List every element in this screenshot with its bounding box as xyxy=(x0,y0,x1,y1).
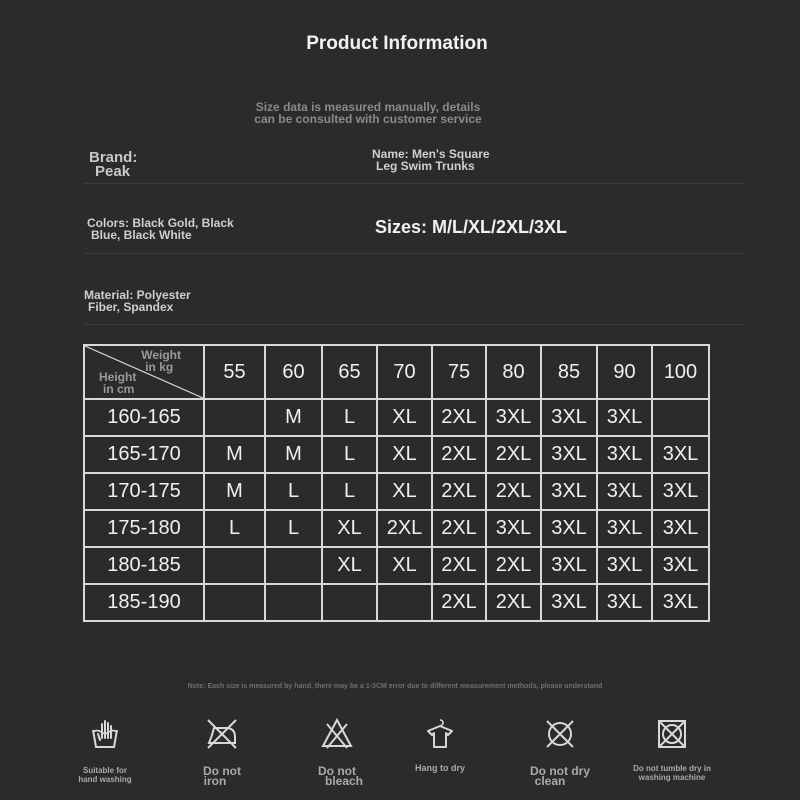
size-cell: 3XL xyxy=(597,510,652,547)
size-cell: L xyxy=(322,399,377,436)
care-item-hang-dry: Hang to dry xyxy=(380,716,500,773)
height-range-cell: 175-180 xyxy=(84,510,204,547)
weight-axis-label: Weight in kg xyxy=(141,348,181,374)
weight-header: 60 xyxy=(265,345,322,399)
size-cell xyxy=(265,584,322,621)
table-row xyxy=(84,399,709,436)
size-cell: 3XL xyxy=(541,584,597,621)
size-cell: L xyxy=(204,510,265,547)
weight-header: 70 xyxy=(377,345,432,399)
size-cell: M xyxy=(204,473,265,510)
size-cell: 3XL xyxy=(597,436,652,473)
size-cell xyxy=(204,547,265,584)
weight-header: 55 xyxy=(204,345,265,399)
size-cell: L xyxy=(322,436,377,473)
size-cell: 2XL xyxy=(486,547,541,584)
size-cell: M xyxy=(265,399,322,436)
size-cell: 2XL xyxy=(432,399,486,436)
table-row xyxy=(84,473,709,510)
size-cell: 3XL xyxy=(541,473,597,510)
product-name-info: Name: Men's Square Leg Swim Trunks xyxy=(372,147,490,173)
size-cell xyxy=(204,399,265,436)
size-cell: L xyxy=(322,473,377,510)
size-cell xyxy=(377,584,432,621)
size-cell: M xyxy=(265,436,322,473)
size-cell: M xyxy=(204,436,265,473)
height-range-cell: 185-190 xyxy=(84,584,204,621)
size-cell: 3XL xyxy=(541,399,597,436)
weight-header: 100 xyxy=(652,345,709,399)
size-cell: 3XL xyxy=(597,547,652,584)
colors-info: Colors: Black Gold, Black Blue, Black White xyxy=(87,216,234,242)
size-cell: 2XL xyxy=(432,584,486,621)
weight-header: 65 xyxy=(322,345,377,399)
size-cell: 2XL xyxy=(486,584,541,621)
table-header-row xyxy=(84,345,709,399)
care-item-do-not-iron: Do not iron xyxy=(162,716,282,786)
size-cell: 3XL xyxy=(597,584,652,621)
size-cell xyxy=(652,399,709,436)
height-range-cell: 170-175 xyxy=(84,473,204,510)
table-corner-cell xyxy=(84,345,204,399)
page-title: Product Information xyxy=(306,33,488,54)
size-cell: 3XL xyxy=(597,473,652,510)
size-cell: 3XL xyxy=(541,510,597,547)
size-cell: 2XL xyxy=(432,510,486,547)
do-not-tumble-dry-icon xyxy=(654,716,690,752)
size-cell: 3XL xyxy=(486,399,541,436)
size-cell: 3XL xyxy=(541,547,597,584)
subtitle: Size data is measured manually, details can be consulted with customer service xyxy=(254,100,482,126)
size-cell: 2XL xyxy=(432,436,486,473)
brand-info: Brand: Peak xyxy=(89,149,138,180)
height-axis-label: Height in cm xyxy=(99,370,137,396)
size-cell: 3XL xyxy=(652,510,709,547)
table-row xyxy=(84,436,709,473)
measurement-note: Note: Each size is measured by hand, there may be a 1-3CM error due to different measurement methods, please understand xyxy=(187,683,603,690)
weight-header: 80 xyxy=(486,345,541,399)
size-cell: 3XL xyxy=(652,547,709,584)
size-cell: 2XL xyxy=(432,473,486,510)
table-row xyxy=(84,510,709,547)
do-not-dry-clean-icon xyxy=(542,716,578,752)
size-cell: 3XL xyxy=(597,399,652,436)
size-cell: 3XL xyxy=(486,510,541,547)
weight-header: 75 xyxy=(432,345,486,399)
do-not-bleach-icon xyxy=(319,716,355,752)
size-chart-table xyxy=(83,344,710,622)
size-cell: XL xyxy=(322,547,377,584)
hand-wash-icon xyxy=(87,716,123,752)
size-cell xyxy=(265,547,322,584)
size-cell xyxy=(322,584,377,621)
weight-header: 85 xyxy=(541,345,597,399)
care-item-do-not-tumble-dry: Do not tumble dry in washing machine xyxy=(612,716,732,782)
size-cell: 2XL xyxy=(432,547,486,584)
care-item-hand-wash: Suitable for hand washing xyxy=(45,716,165,784)
table-row xyxy=(84,547,709,584)
do-not-iron-icon xyxy=(204,716,240,752)
size-cell xyxy=(204,584,265,621)
size-cell: XL xyxy=(322,510,377,547)
size-cell: 2XL xyxy=(377,510,432,547)
size-cell: 3XL xyxy=(652,436,709,473)
height-range-cell: 165-170 xyxy=(84,436,204,473)
sizes-info: Sizes: M/L/XL/2XL/3XL xyxy=(375,217,568,237)
care-item-do-not-bleach: Do not bleach xyxy=(277,716,397,786)
size-cell: 3XL xyxy=(652,584,709,621)
weight-header: 90 xyxy=(597,345,652,399)
size-cell: XL xyxy=(377,436,432,473)
divider xyxy=(84,183,744,184)
care-item-do-not-dry-clean: Do not dry clean xyxy=(500,716,620,786)
material-info: Material: Polyester Fiber, Spandex xyxy=(84,288,191,314)
divider xyxy=(84,324,744,325)
size-cell: L xyxy=(265,510,322,547)
size-cell: XL xyxy=(377,473,432,510)
size-cell: 2XL xyxy=(486,436,541,473)
size-cell: L xyxy=(265,473,322,510)
size-cell: 3XL xyxy=(541,436,597,473)
height-range-cell: 180-185 xyxy=(84,547,204,584)
divider xyxy=(84,253,744,254)
size-cell: 2XL xyxy=(486,473,541,510)
table-row xyxy=(84,584,709,621)
height-range-cell: 160-165 xyxy=(84,399,204,436)
size-cell: XL xyxy=(377,547,432,584)
size-cell: XL xyxy=(377,399,432,436)
hang-dry-icon xyxy=(422,716,458,752)
size-cell: 3XL xyxy=(652,473,709,510)
